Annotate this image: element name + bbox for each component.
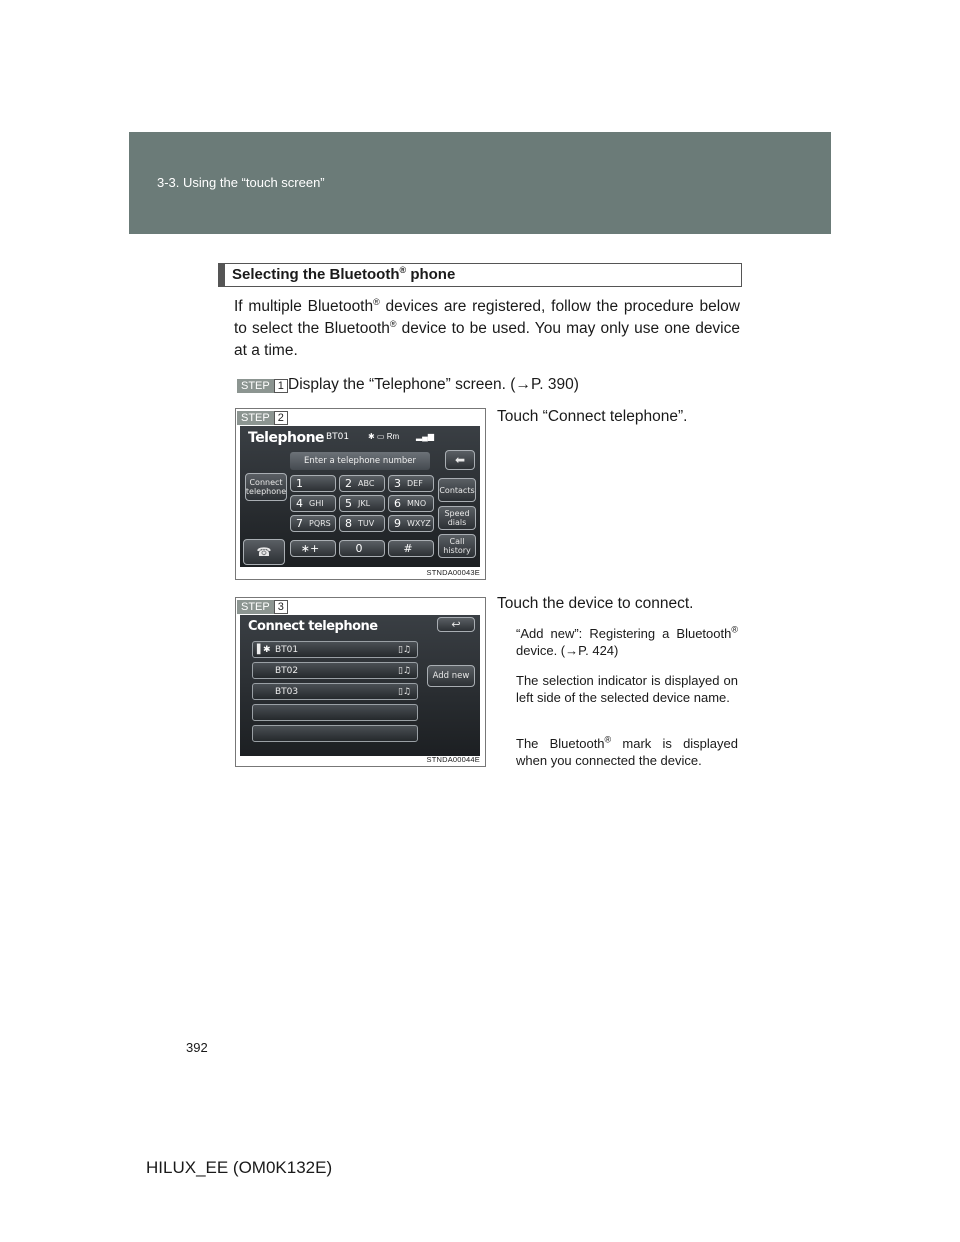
phone-music-icon: ▯♫ — [397, 644, 411, 655]
status-icons: ✱ ▭ Rm — [368, 432, 400, 441]
step-badge-3: STEP 3 — [237, 600, 288, 614]
connect-telephone-button[interactable]: Connect telephone — [245, 473, 287, 501]
key-2[interactable]: 2 ABC — [339, 475, 385, 492]
bluetooth-mark-icon: ✱ — [263, 644, 271, 655]
heading-text: Selecting the Bluetooth® phone — [232, 265, 456, 283]
add-new-button[interactable]: Add new — [427, 665, 475, 687]
section-title: 3-3. Using the “touch screen” — [157, 175, 325, 190]
figure-code: STNDA00043E — [426, 568, 480, 577]
phone-music-icon: ▯♫ — [397, 665, 411, 676]
step-3-text: Touch the device to connect. — [497, 595, 694, 612]
phone-music-icon: ▯♫ — [397, 686, 411, 697]
key-4[interactable]: 4 GHI — [290, 495, 336, 512]
selection-indicator: ▌ — [257, 644, 264, 655]
step-1-text: Display the “Telephone” screen. (→P. 390) — [288, 376, 579, 393]
page-number: 392 — [186, 1040, 208, 1055]
step-badge-2: STEP 2 — [237, 411, 288, 425]
footer-model: HILUX_EE (OM0K132E) — [146, 1158, 333, 1177]
step-2-text: Touch “Connect telephone”. — [497, 408, 688, 425]
screen-title: Connect telephone — [248, 619, 378, 634]
key-0[interactable]: 0 — [339, 540, 385, 557]
empty-device-row — [252, 725, 418, 742]
intro-paragraph: If multiple Bluetooth® devices are registered, follow the procedure below to select the Bluetooth® device to be used. You may only use one device at a time. — [234, 296, 740, 359]
device-row-bt01[interactable]: ▌ ✱ BT01 ▯♫ — [252, 641, 418, 658]
contacts-button[interactable]: Contacts — [438, 478, 476, 502]
signal-icon: ▂▄▆ — [416, 432, 434, 441]
phone-number-input[interactable]: Enter a telephone number — [290, 452, 430, 470]
back-arrow-icon[interactable]: ⬅ — [445, 450, 475, 470]
key-5[interactable]: 5 JKL — [339, 495, 385, 512]
heading-marker — [219, 264, 225, 286]
note-selection-indicator: The selection indicator is displayed on left side of the selected device name. — [516, 673, 738, 705]
connect-telephone-screen — [240, 615, 480, 756]
empty-device-row — [252, 704, 418, 721]
key-8[interactable]: 8 TUV — [339, 515, 385, 532]
telephone-screen-figure — [235, 408, 486, 580]
section-heading — [218, 263, 742, 287]
phone-handset-icon[interactable]: ☎ — [243, 539, 285, 565]
header-band — [129, 132, 831, 234]
device-row-bt02[interactable]: BT02 ▯♫ — [252, 662, 418, 679]
device-row-bt03[interactable]: BT03 ▯♫ — [252, 683, 418, 700]
step-badge-1: STEP 1 — [237, 379, 288, 393]
telephone-screen — [240, 426, 480, 567]
key-hash[interactable]: # — [388, 540, 434, 557]
call-history-button[interactable]: Call history — [438, 534, 476, 558]
key-7[interactable]: 7 PQRS — [290, 515, 336, 532]
return-icon[interactable]: ↩ — [437, 617, 475, 632]
figure-code: STNDA00044E — [426, 755, 480, 764]
connect-telephone-figure — [235, 597, 486, 767]
key-9[interactable]: 9 WXYZ — [388, 515, 434, 532]
note-add-new: “Add new”: Registering a Bluetooth® device. (→P. 424) — [516, 624, 738, 658]
key-1[interactable]: 1 — [290, 475, 336, 492]
device-name: BT01 — [326, 432, 350, 442]
note-bluetooth-mark: The Bluetooth® mark is displayed when you connected the device. — [516, 734, 738, 768]
speed-dials-button[interactable]: Speed dials — [438, 506, 476, 530]
key-6[interactable]: 6 MNO — [388, 495, 434, 512]
key-star-plus[interactable]: ∗+ — [290, 540, 336, 557]
screen-title: Telephone — [248, 430, 325, 446]
key-3[interactable]: 3 DEF — [388, 475, 434, 492]
